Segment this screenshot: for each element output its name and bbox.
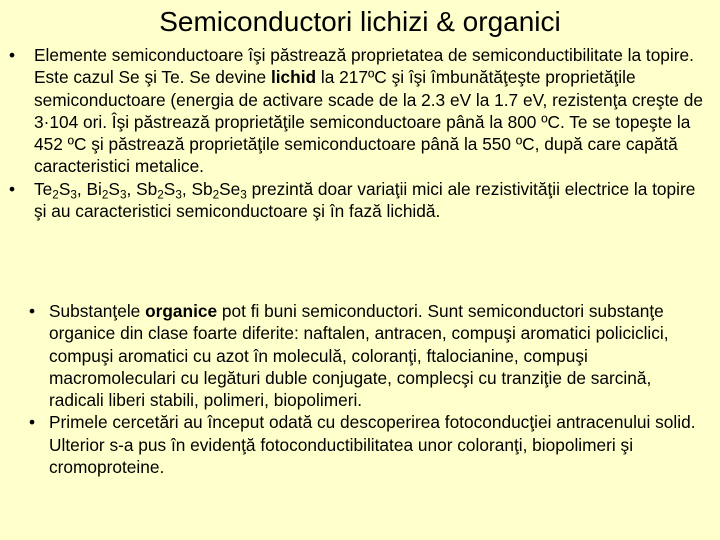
bullet-text: Elemente semiconductoare îşi păstrează proprietatea de semiconductibilitate la topire. Este cazul Se şi Te. Se devine bbox=[34, 45, 694, 88]
formula-part: S bbox=[163, 178, 176, 199]
formula-subscript: 3 bbox=[240, 188, 247, 202]
formula-part: S bbox=[108, 178, 120, 199]
formula-part: , Bi bbox=[76, 178, 102, 199]
bullet-item-first-research bbox=[0, 411, 710, 478]
formula-part: , Sb bbox=[181, 178, 213, 199]
bullet-item-liquid-elements bbox=[0, 44, 710, 178]
bullet-text-cont: pot fi buni semiconductori. Sunt semiconductori substanţe organice din clase foarte diferite: naftalen, antracen, compuşi aromatici policiclici, compuşi aromatici cu azot în moleculă, coloranţi, ftalocianine, compuşi macromoleculari cu legături duble conjugate, complecşi cu tranziţie de sarcină, radicali liberi stabili, polimeri, biopolimeri. bbox=[49, 301, 669, 411]
bullet-item-organic-substances bbox=[0, 300, 710, 411]
bullet-list-organic bbox=[0, 300, 710, 478]
bullet-dot-icon: • bbox=[9, 45, 16, 65]
formula-subscript: 2 bbox=[52, 188, 59, 202]
bullet-text-cont: la 217ºC şi îşi îmbunătăţeşte proprietăţile semiconductoare (energia de activare scade de la 2.3 eV la 1.7 eV, rezistenţa creşte de 3·104 ori. Îşi păstrează proprietăţile semiconductoare până la 800 ºC. Te se topeşte la 452 ºC şi păstrează proprietăţile semiconductoare până la 550 ºC, după care capătă caracteristici metalice. bbox=[34, 67, 703, 177]
bold-term-lichid: lichid bbox=[270, 67, 317, 88]
bullet-text: Primele cercetări au început odată cu descoperirea fotoconducţiei antracenului solid. Ulterior s-a pus în evidenţă fotoconductibilitatea unor coloranţi, biopolimeri şi cromoproteine. bbox=[49, 412, 696, 478]
formula-part: Se bbox=[219, 178, 241, 199]
formula-subscript: 3 bbox=[119, 188, 127, 202]
bullet-text: Substanţele bbox=[49, 301, 146, 321]
formula-subscript: 3 bbox=[70, 188, 77, 202]
slide-title: Semiconductori lichizi & organici bbox=[159, 6, 561, 37]
bullet-dot-icon: • bbox=[29, 301, 36, 321]
bullet-text-cont: prezintă doar variaţii mici ale rezistivităţii electrice la topire şi au caracteristici semiconductoare şi în fază lichidă. bbox=[34, 178, 696, 222]
bold-term-organice: organice bbox=[145, 301, 218, 321]
formula-part: Te bbox=[34, 178, 53, 199]
formula-subscript: 3 bbox=[175, 188, 182, 202]
formula-part: S bbox=[58, 178, 71, 199]
formula-subscript: 2 bbox=[157, 188, 164, 202]
bullet-item-compounds bbox=[0, 178, 710, 223]
bullet-list-inorganic bbox=[0, 44, 710, 222]
formula-subscript: 2 bbox=[101, 188, 109, 202]
formula-part: , Sb bbox=[126, 178, 158, 199]
bullet-dot-icon: • bbox=[29, 412, 36, 433]
bullet-dot-icon: • bbox=[9, 178, 16, 199]
formula-subscript: 2 bbox=[212, 188, 220, 202]
